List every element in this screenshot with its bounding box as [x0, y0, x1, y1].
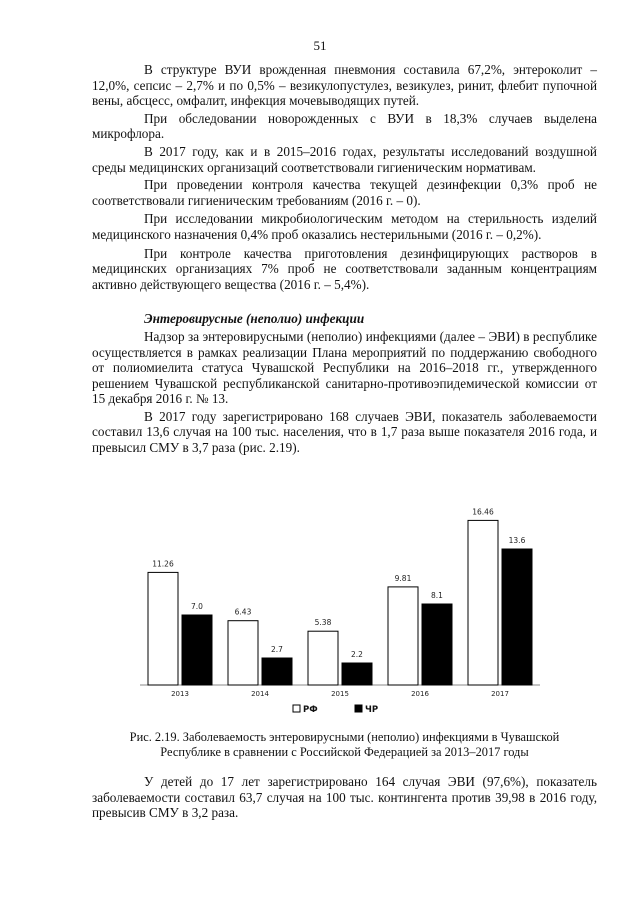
- page-number: 51: [313, 38, 327, 53]
- paragraph: При обследовании новорожденных с ВУИ в 18,3% случаев выделена микрофлора.: [92, 110, 597, 142]
- legend-swatch-РФ: [293, 705, 300, 712]
- data-label-ЧР-2014: 2.7: [271, 645, 283, 654]
- bar-ЧР-2013: [182, 615, 212, 685]
- data-label-РФ-2017: 16.46: [472, 507, 494, 517]
- bar-ЧР-2017: [502, 549, 532, 685]
- x-tick-label: 2013: [171, 690, 189, 698]
- legend-label-РФ: РФ: [303, 705, 318, 715]
- data-label-РФ-2016: 9.81: [394, 573, 412, 583]
- bar-ЧР-2014: [262, 658, 292, 685]
- data-label-РФ-2015: 5.38: [314, 618, 332, 628]
- caption-line-2: Республике в сравнении с Российской Федерацией за 2013–2017 годы: [160, 745, 529, 759]
- data-label-ЧР-2015: 2.2: [351, 650, 363, 659]
- data-label-ЧР-2016: 8.1: [431, 591, 443, 600]
- x-tick-label: 2016: [411, 690, 429, 698]
- bar-РФ-2014: [228, 621, 258, 685]
- caption-line-1: Рис. 2.19. Заболеваемость энтеровирусными (неполио) инфекциями в Чувашской: [129, 730, 560, 744]
- bar-chart: [130, 500, 550, 725]
- paragraph: Надзор за энтеровирусными (неполио) инфекциями (далее – ЭВИ) в республике осуществляется в рамках реализации Плана мероприятий по поддержанию свободного от полиомиелита статуса Чувашской Республики на 2016–2018 гг., утвержденного решением Чувашской республиканской санитарно-противоэпидемической комиссии от 15 декабря 2016 г. № 13.: [92, 328, 597, 407]
- paragraph: При проведении контроля качества текущей дезинфекции 0,3% проб не соответствовали гигиеническим требованиям (2016 г. – 0).: [92, 177, 597, 208]
- paragraph: В 2017 году, как и в 2015–2016 годах, результаты исследований воздушной среды медицинских организаций соответствовали гигиеническим нормативам.: [92, 143, 597, 175]
- bar-РФ-2013: [148, 572, 178, 685]
- paragraph: В 2017 году зарегистрировано 168 случаев ЭВИ, показатель заболеваемости составил 13,6 случая на 100 тыс. населения, что в 1,7 раза выше показателя 2016 года, и превысил СМУ в 3,7 раза (рис. 2.19).: [92, 408, 597, 456]
- data-label-ЧР-2017: 13.6: [508, 536, 526, 545]
- bar-ЧР-2016: [422, 604, 452, 685]
- data-label-РФ-2014: 6.43: [234, 607, 252, 617]
- legend-swatch-ЧР: [355, 705, 362, 712]
- bar-РФ-2015: [308, 631, 338, 685]
- data-label-РФ-2013: 11.26: [152, 559, 174, 569]
- figure-caption: [92, 730, 597, 760]
- x-tick-label: 2017: [491, 690, 509, 698]
- body-text: [92, 62, 597, 458]
- paragraph: При исследовании микробиологическим методом на стерильность изделий медицинского назначения 0,4% проб оказались нестерильными (2016 г. – 0,2%).: [92, 211, 597, 242]
- section-heading: Энтеровирусные (неполио) инфекции: [144, 311, 365, 327]
- bar-РФ-2017: [468, 520, 498, 685]
- bottom-text: [92, 774, 597, 823]
- x-tick-label: 2015: [331, 690, 349, 698]
- bar-РФ-2016: [388, 587, 418, 685]
- paragraph: При контроле качества приготовления дезинфицирующих растворов в медицинских организациях 7% проб не соответствовали заданным концентрациям активно действующего вещества (2016 г. – 5,4%).: [92, 245, 597, 292]
- paragraph: В структуре ВУИ врожденная пневмония составила 67,2%, энтероколит – 12,0%, сепсис – 2,7% и по 0,5% – везикулопустулез, везикулез, ринит, флебит пупочной вены, абсцесс, омфалит, инфекция мочевыводящих путей.: [92, 62, 597, 109]
- bar-ЧР-2015: [342, 663, 372, 685]
- x-tick-label: 2014: [251, 690, 269, 698]
- paragraph: У детей до 17 лет зарегистрировано 164 случая ЭВИ (97,6%), показатель заболеваемости составил 63,7 случая на 100 тыс. контингента против 39,98 в 2016 году, превысив СМУ в 3,2 раза.: [92, 774, 597, 821]
- legend-label-ЧР: ЧР: [365, 705, 379, 715]
- data-label-ЧР-2013: 7.0: [191, 602, 203, 611]
